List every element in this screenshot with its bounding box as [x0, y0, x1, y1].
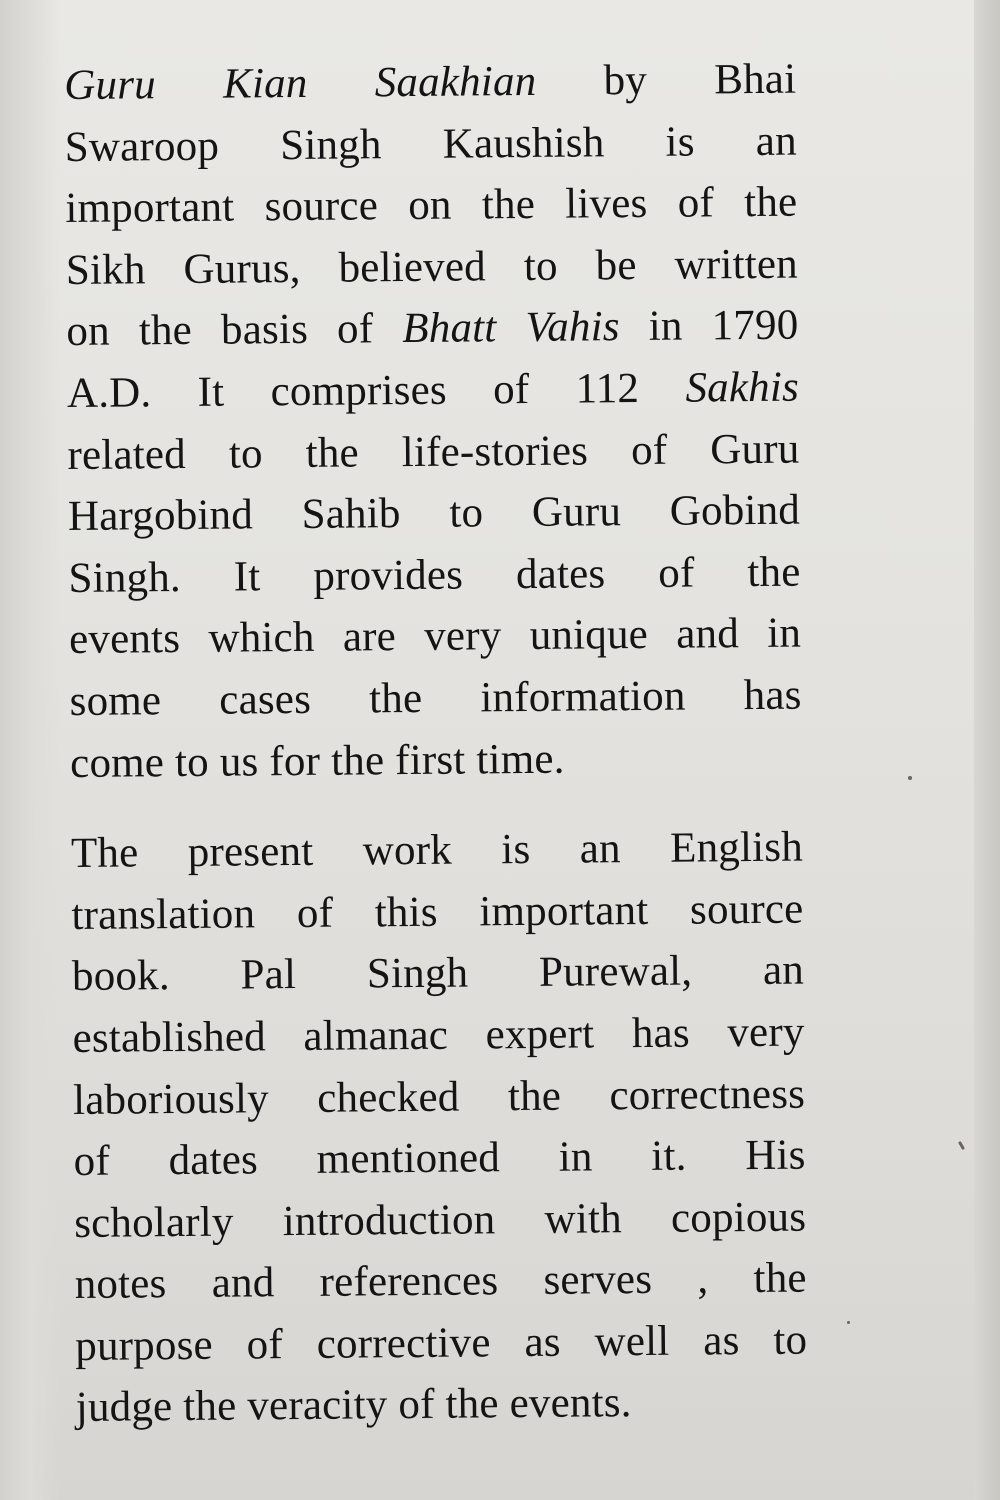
text-run: A.D. It comprises of 112: [66, 364, 686, 417]
italic-text: Sakhis: [685, 363, 800, 412]
text-line: [73, 1125, 806, 1193]
text-line: [76, 1371, 809, 1439]
text-run: events which are very unique and in: [68, 609, 802, 664]
paper-speck: [908, 776, 912, 780]
text-run: some cases the information has: [69, 671, 802, 725]
text-line: [65, 172, 798, 240]
text-run: in 1790: [619, 301, 799, 351]
page-left-shadow: [0, 0, 60, 1500]
text-line: [74, 1248, 807, 1316]
italic-text: Bhatt Vahis: [402, 303, 620, 353]
text-line: [66, 295, 799, 363]
text-line: [67, 418, 800, 486]
text-line: [68, 541, 801, 609]
text-run: scholarly introduction with copious: [73, 1193, 807, 1247]
text-line: [66, 233, 799, 301]
text-run: established almanac expert has very: [72, 1008, 805, 1062]
paragraph-2: [71, 817, 808, 1439]
text-run: Singh. It provides dates of the: [68, 548, 801, 602]
text-line: [67, 357, 800, 425]
text-run: The present work is an English: [70, 823, 804, 878]
text-line: [71, 878, 804, 946]
text-run: come to us for the first time.: [69, 735, 565, 787]
italic-text: Guru Kian Saakhian: [64, 57, 537, 109]
blurb-text: [64, 49, 808, 1439]
text-run: translation of this important source: [71, 885, 804, 939]
text-line: [72, 940, 805, 1008]
text-line: [72, 1001, 805, 1069]
paper-speck: [958, 1141, 965, 1150]
text-run: on the basis of: [66, 305, 403, 356]
text-line: [64, 49, 797, 117]
text-run: related to the life-stories of Guru: [67, 425, 800, 479]
text-run: Hargobind Sahib to Guru Gobind: [67, 486, 801, 541]
paragraph-1: [64, 49, 802, 794]
text-line: [69, 603, 802, 671]
text-line: [75, 1309, 808, 1377]
text-line: [71, 817, 804, 885]
text-run: Swaroop Singh Kaushish is an: [64, 117, 797, 171]
text-line: [70, 726, 803, 794]
text-line: [68, 480, 801, 548]
text-run: laboriously checked the correctness: [72, 1070, 806, 1124]
text-run: important source on the lives of the: [65, 178, 798, 233]
text-line: [73, 1063, 806, 1131]
text-run: book. Pal Singh Purewal, an: [71, 946, 805, 1001]
page-right-edge: [974, 0, 1000, 1500]
text-run: judge the veracity of the events.: [75, 1379, 632, 1432]
text-run: notes and references serves , the: [74, 1254, 807, 1309]
text-line: [69, 665, 802, 733]
text-line: [65, 110, 798, 178]
paper-speck: [847, 1321, 850, 1324]
text-line: [74, 1186, 807, 1254]
text-run: Sikh Gurus, believed to be written: [65, 240, 799, 294]
text-run: of dates mentioned in it. His: [73, 1131, 806, 1186]
text-run: by Bhai: [536, 55, 797, 105]
text-run: purpose of corrective as well as to: [75, 1316, 808, 1370]
